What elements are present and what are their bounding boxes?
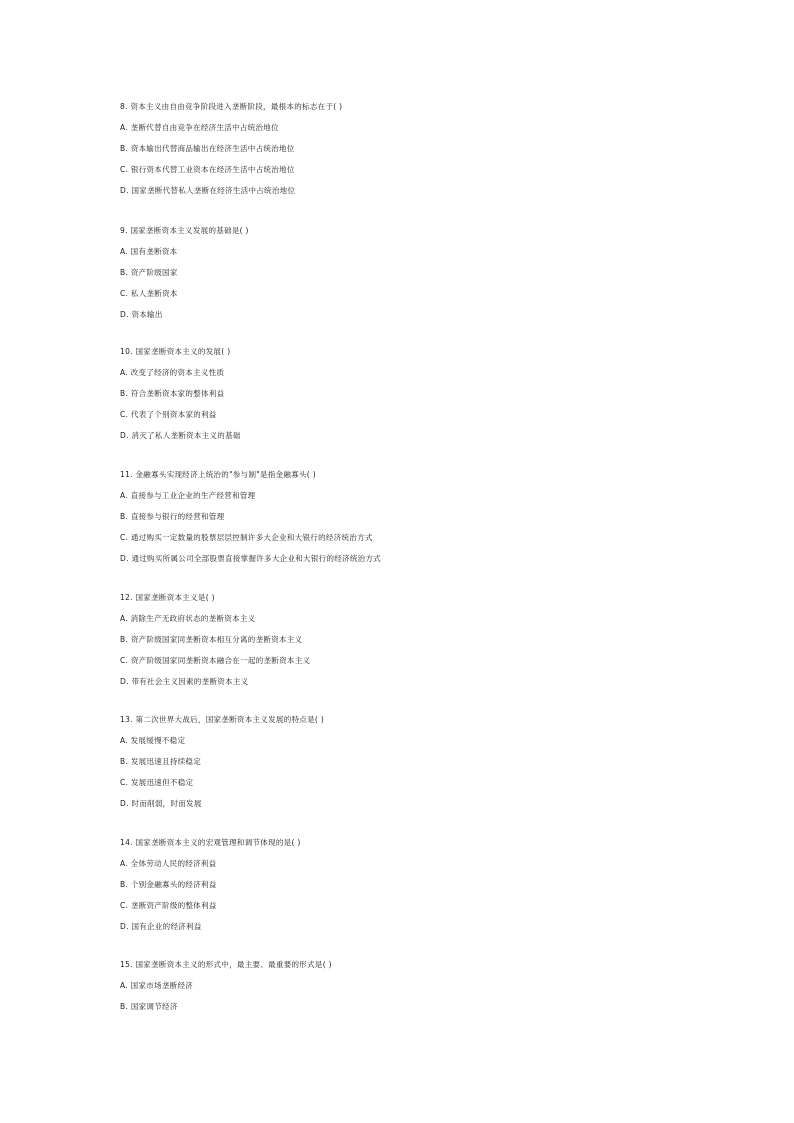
option-b: B. 资产阶级国家同垄断资本相互分离的垄断资本主义: [120, 635, 303, 644]
option-d: D. 带有社会主义因素的垄断资本主义: [120, 677, 249, 686]
question-12: [120, 593, 740, 687]
option-a: A. 国家市场垄断经济: [120, 981, 194, 990]
question-stem: 12. 国家垄断资本主义是( ): [120, 593, 215, 602]
question-14: [120, 838, 740, 932]
option-c: C. 资产阶级国家同垄断资本融合在一起的垄断资本主义: [120, 656, 311, 665]
option-d: D. 通过购买所属公司全部股票直接掌握许多大企业和大银行的经济统治方式: [120, 554, 382, 563]
option-b: B. 发展迅速且持续稳定: [120, 757, 202, 766]
option-c: C. 代表了个别资本家的利益: [120, 410, 217, 419]
question-stem: 13. 第二次世界大战后，国家垄断资本主义发展的特点是( ): [120, 715, 325, 724]
option-b: B. 直接参与银行的经营和管理: [120, 512, 225, 521]
option-a: A. 国有垄断资本: [120, 247, 178, 256]
option-b: B. 资产阶级国家: [120, 268, 178, 277]
question-10: [120, 347, 740, 441]
question-stem: 10. 国家垄断资本主义的发展( ): [120, 347, 231, 356]
option-b: B. 个别金融寡头的经济利益: [120, 880, 217, 889]
option-d: D. 消灭了私人垄断资本主义的基础: [120, 431, 241, 440]
option-a: A. 改变了经济的资本主义性质: [120, 368, 225, 377]
question-stem: 9. 国家垄断资本主义发展的基础是( ): [120, 226, 249, 235]
question-11: [120, 470, 740, 564]
option-b: B. 国家调节经济: [120, 1002, 178, 1011]
option-b: B. 资本输出代替商品输出在经济生活中占统治地位: [120, 144, 295, 153]
option-d: D. 国有企业的经济利益: [120, 922, 202, 931]
question-8: [120, 102, 740, 196]
option-b: B. 符合垄断资本家的整体利益: [120, 389, 225, 398]
option-c: C. 通过购买一定数量的股票层层控制许多大企业和大银行的经济统治方式: [120, 533, 373, 542]
question-stem: 14. 国家垄断资本主义的宏观管理和调节体现的是( ): [120, 838, 301, 847]
question-13: [120, 715, 740, 809]
option-c: C. 银行资本代替工业资本在经济生活中占统治地位: [120, 165, 295, 174]
question-15: [120, 960, 740, 1012]
option-a: A. 直接参与工业企业的生产经营和管理: [120, 491, 256, 500]
question-stem: 11. 金融寡头实现经济上统治的"参与制"是指金融寡头( ): [120, 470, 316, 479]
option-d: D. 国家垄断代替私人垄断在经济生活中占统治地位: [120, 186, 296, 195]
option-d: D. 时而削弱，时而发展: [120, 799, 202, 808]
question-stem: 15. 国家垄断资本主义的形式中，最主要、最重要的形式是( ): [120, 960, 332, 969]
option-a: A. 发展缓慢不稳定: [120, 736, 186, 745]
option-c: C. 发展迅速但不稳定: [120, 778, 194, 787]
option-c: C. 私人垄断资本: [120, 289, 178, 298]
question-9: [120, 226, 740, 320]
option-c: C. 垄断资产阶级的整体利益: [120, 901, 217, 910]
option-a: A. 全体劳动人民的经济利益: [120, 859, 217, 868]
option-a: A. 消除生产无政府状态的垄断资本主义: [120, 614, 256, 623]
option-d: D. 资本输出: [120, 310, 163, 319]
question-stem: 8. 资本主义由自由竞争阶段进入垄断阶段，最根本的标志在于( ): [120, 102, 343, 111]
option-a: A. 垄断代替自由竞争在经济生活中占统治地位: [120, 123, 279, 132]
